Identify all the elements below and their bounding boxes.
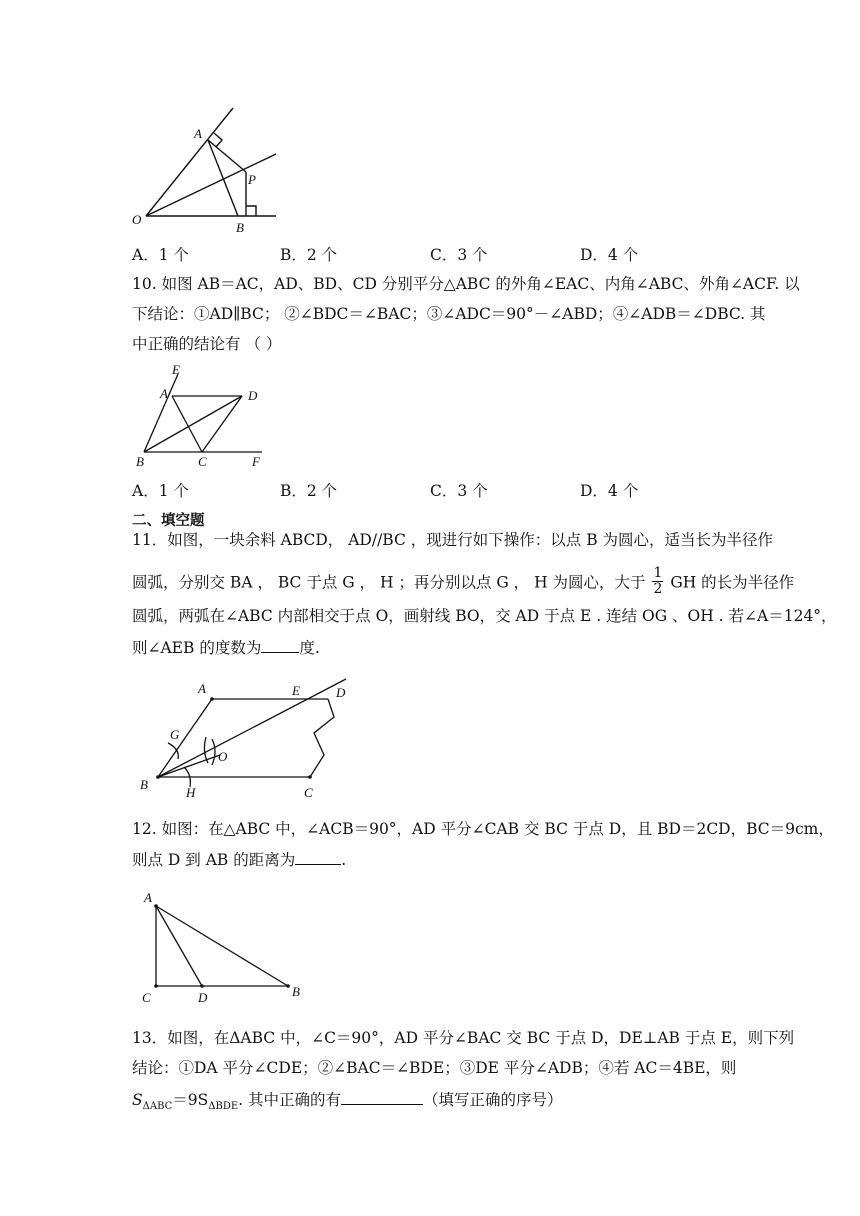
label-a: A [160, 386, 168, 401]
label-c: C [142, 990, 151, 1005]
option-10-a: A．1 个 [132, 482, 189, 500]
q12-line2-part1: 则点 D 到 AB 的距离为 [132, 851, 296, 869]
label-b: B [292, 984, 300, 999]
label-d: D [248, 388, 258, 403]
q12-line1: 12. 如图：在△ABC 中，∠ACB＝90°，AD 平分∠CAB 交 BC 于点 D，且 BD＝2CD，BC＝9cm， [132, 820, 834, 838]
q13-line2: 结论：①DA 平分∠CDE；②∠BAC＝∠BDE；③DE 平分∠ADB；④若 AC＝4BE，则 [132, 1059, 737, 1077]
q13-sub1: ΔABC [142, 1101, 173, 1113]
q13-area-s1: S [132, 1091, 143, 1109]
q11-line3: 圆弧，两弧在∠ABC 内部相交于点 O，画射线 BO，交 AD 于点 E . 连结 OG 、OH . 若∠A＝124°， [132, 607, 837, 625]
option-10-b: B．2 个 [280, 482, 338, 500]
label-e: E [292, 683, 300, 698]
arc-o2 [212, 739, 215, 765]
q11-answer-blank[interactable] [261, 637, 299, 653]
option-9-b: B．2 个 [280, 246, 338, 264]
label-h: H [186, 785, 196, 800]
figure-q10 [132, 362, 272, 474]
q12-line2-part2: . [341, 851, 347, 869]
q11-line4-part2: 度. [299, 639, 320, 657]
figure-q11 [132, 675, 372, 803]
q13-line3-part4: （填写正确的序号） [423, 1091, 563, 1109]
label-b: B [236, 220, 244, 235]
q13-equals: ＝9S [172, 1091, 209, 1109]
label-p: P [248, 172, 256, 187]
ray-bo [158, 679, 346, 777]
label-b: B [136, 454, 144, 469]
q13-line3 [132, 1089, 563, 1117]
q13-sub2: ΔBDE [208, 1101, 239, 1113]
label-f: F [252, 454, 260, 469]
label-a: A [194, 126, 202, 141]
label-g: G [170, 727, 180, 742]
line-cd [202, 396, 242, 452]
label-d: D [336, 685, 346, 700]
q10-line3: 中正确的结论有 （ ） [132, 335, 282, 353]
section-title: 二、填空题 [132, 513, 205, 529]
right-angle-b [246, 206, 256, 216]
q11-line2 [132, 565, 795, 599]
ray-oa [146, 108, 233, 216]
q11-line1: 11．如图，一块余料 ABCD， AD//BC ，现进行如下操作：以点 B 为圆心，适当长为半径作 [132, 531, 774, 549]
line-bd [144, 396, 242, 452]
label-d: D [198, 990, 208, 1005]
q10-line2: 下结论：①AD∥BC； ②∠BDC＝∠BAC；③∠ADC＝90°－∠ABD；④∠ADB＝∠DBC. 其 [132, 305, 766, 323]
label-e: E [172, 362, 180, 377]
segment-ba [158, 699, 212, 777]
q12-line2 [132, 849, 346, 870]
q10-line1: 10. 如图 AB＝AC，AD、BD、CD 分别平分△ABC 的外角∠EAC、内角∠ABC、外角∠ACF. 以 [132, 275, 800, 293]
label-c: C [198, 454, 207, 469]
q12-answer-blank[interactable] [295, 849, 341, 865]
q11-line4-part1: 则∠AEB 的度数为 [132, 639, 262, 657]
option-9-c: C．3 个 [430, 246, 488, 264]
label-a: A [198, 681, 206, 696]
fraction-numerator: 1 [653, 565, 663, 581]
option-10-c: C．3 个 [430, 482, 488, 500]
segment-ad [156, 906, 202, 986]
q11-line2-part2: GH 的长为半径作 [670, 573, 795, 592]
q13-answer-blank[interactable] [341, 1089, 423, 1105]
q13-line3-part3: . 其中正确的有 [238, 1091, 341, 1109]
q13-line1: 13．如图，在ΔABC 中，∠C＝90°，AD 平分∠BAC 交 BC 于点 D，DE⊥AB 于点 E，则下列 [132, 1029, 795, 1047]
label-b: B [140, 777, 148, 792]
arc-g [168, 743, 178, 759]
fraction-denominator: 2 [653, 581, 663, 597]
figure-q12 [136, 886, 316, 1010]
option-9-d: D．4 个 [580, 246, 639, 264]
label-o: O [218, 749, 228, 764]
option-9-a: A．1 个 [132, 246, 189, 264]
figure-q9 [130, 100, 290, 240]
segment-ab [208, 140, 238, 216]
irregular-edge [310, 699, 334, 777]
q11-fraction [652, 566, 663, 597]
right-angle-a [214, 133, 222, 147]
label-c: C [304, 785, 313, 800]
line-ac [172, 396, 202, 452]
label-o: O [132, 212, 142, 227]
option-10-d: D．4 个 [580, 482, 639, 500]
q11-line4 [132, 637, 320, 658]
segment-ab [156, 906, 288, 986]
q11-line2-part1: 圆弧，分别交 BA ， BC 于点 G ， H ；再分别以点 G ， H 为圆心，大于 [132, 573, 646, 592]
label-a: A [144, 890, 152, 905]
